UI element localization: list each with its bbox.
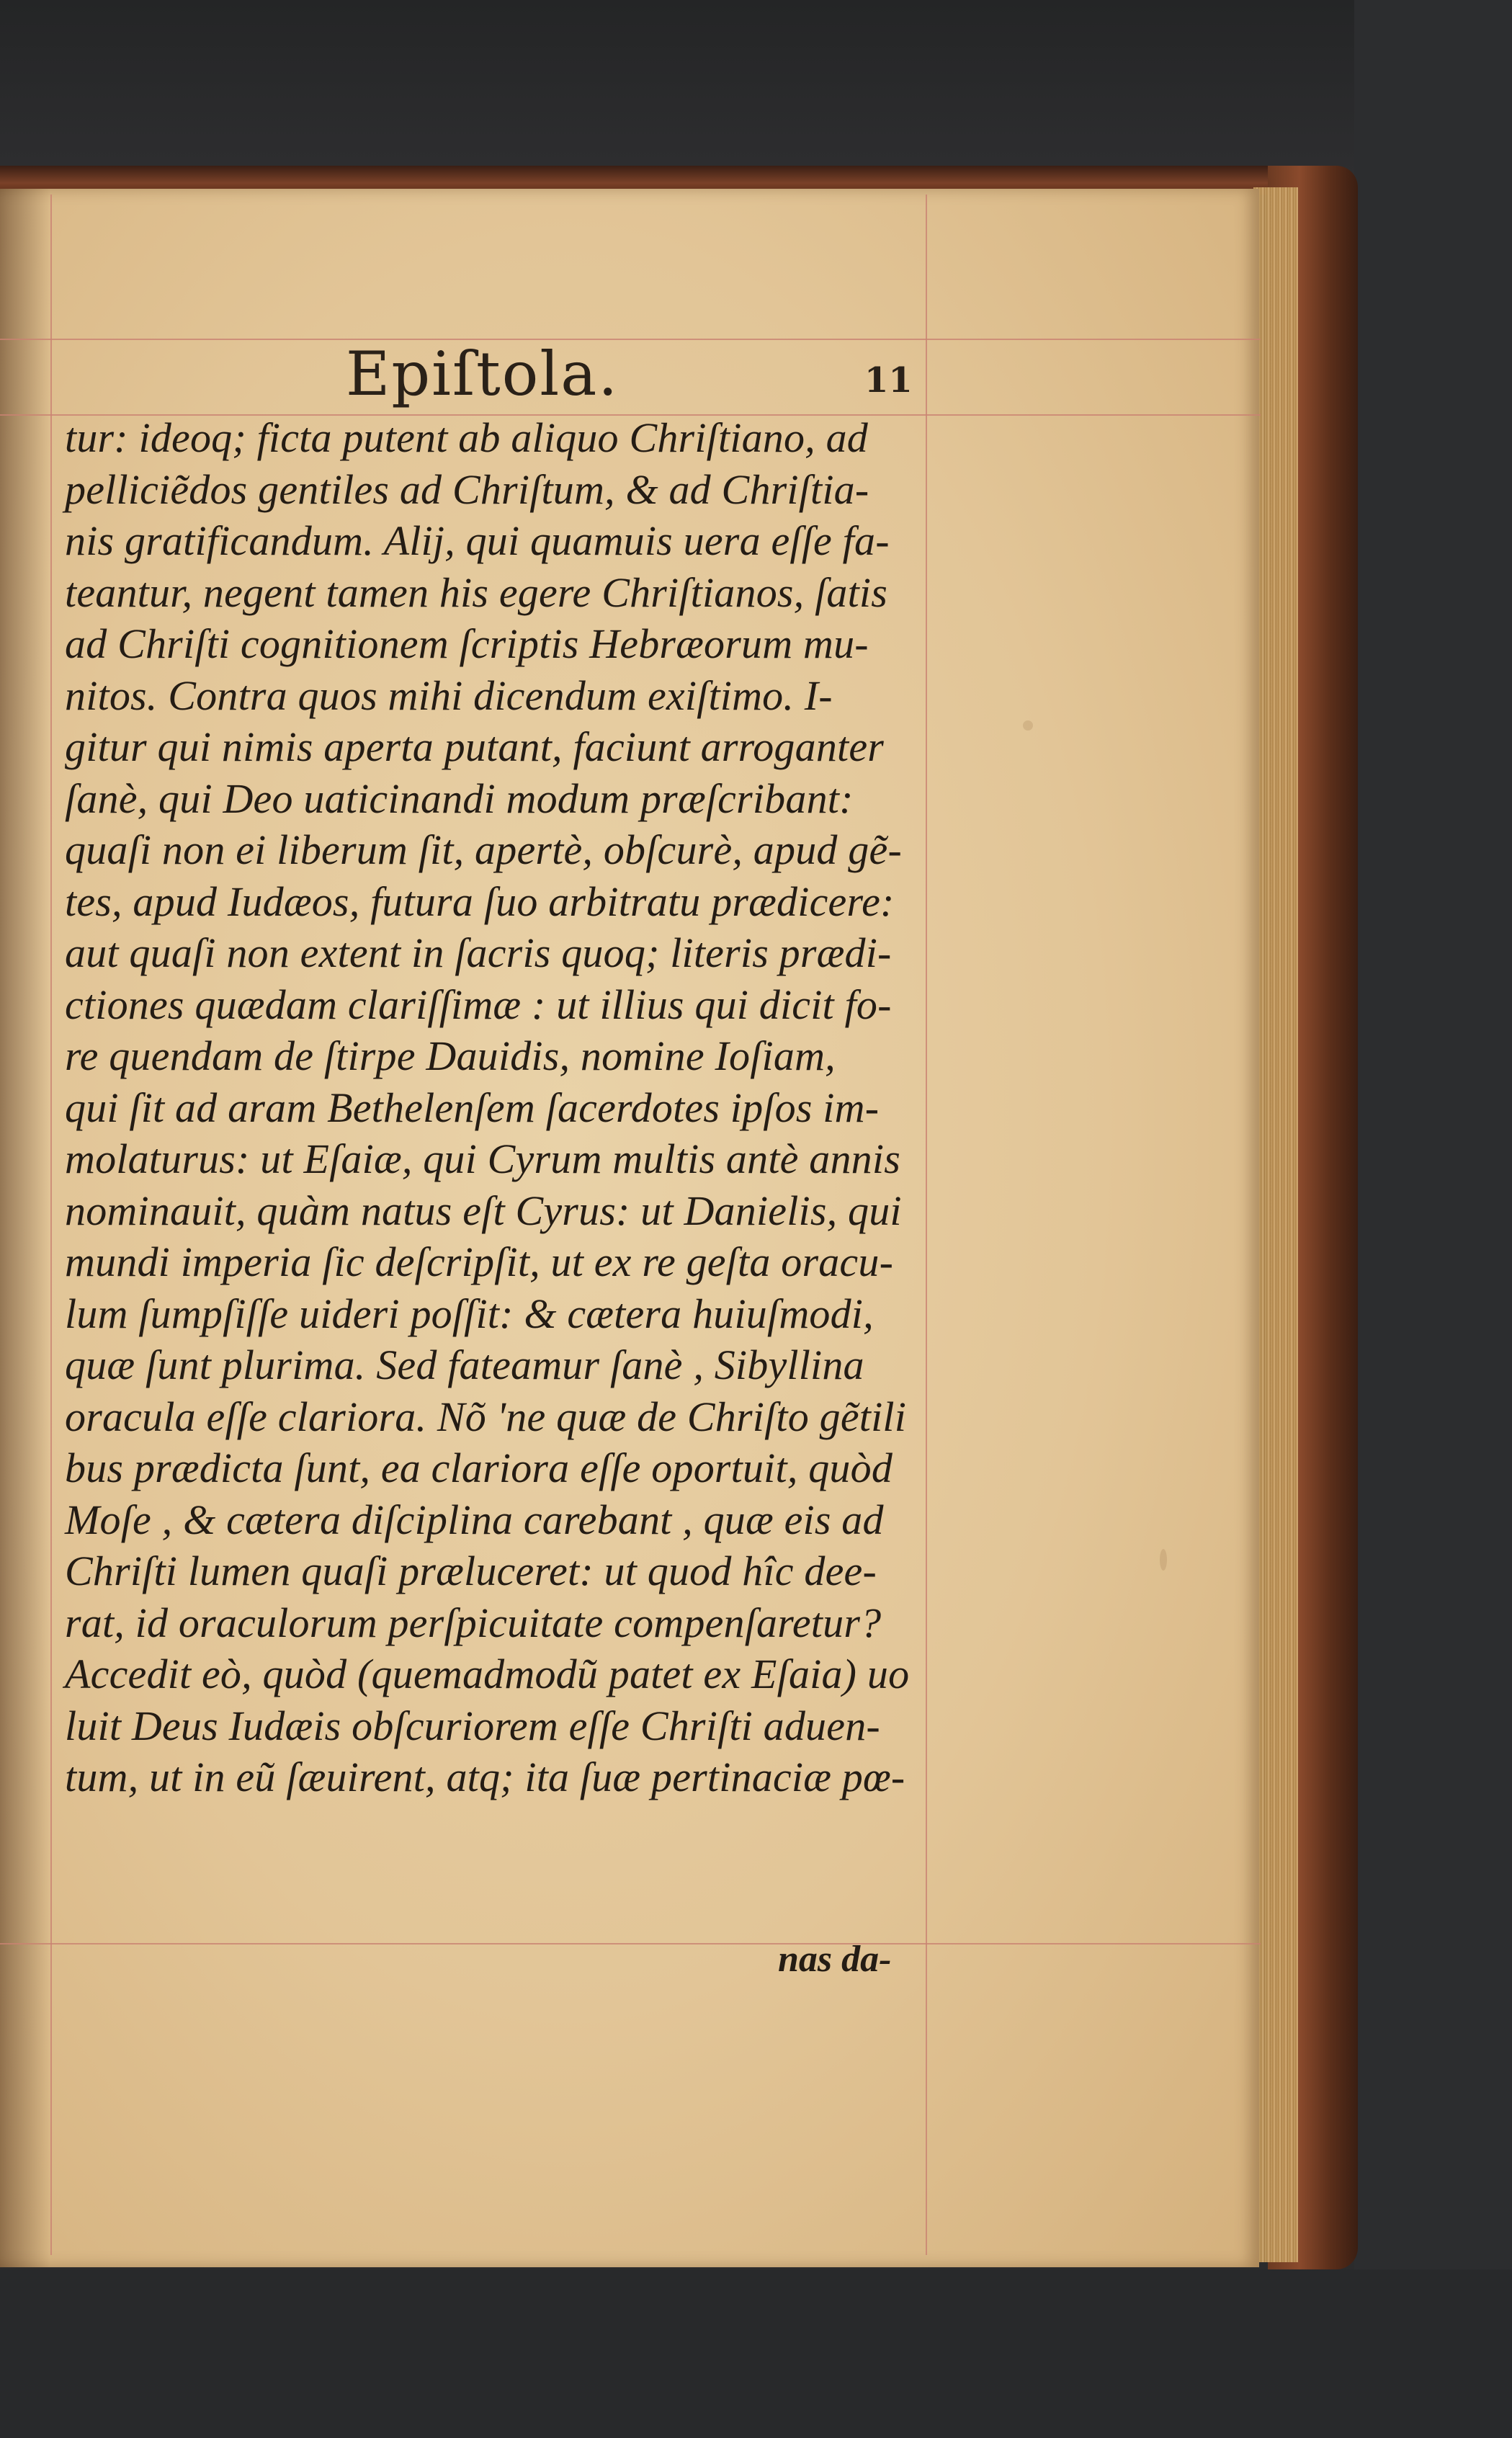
ruled-line-top bbox=[0, 339, 1261, 340]
text-line: teantur, negent tamen his egere Chriſtianos, ſatis bbox=[65, 568, 887, 616]
text-line: nitos. Contra quos mihi dicendum exiſtimo. I- bbox=[65, 671, 833, 719]
text-line: ad Chriſti cognitionem ſcriptis Hebræorum mu- bbox=[65, 620, 869, 667]
catchword: nas da- bbox=[778, 1939, 892, 1980]
text-line: qui ſit ad aram Bethelenſem ſacerdotes ipſos im- bbox=[65, 1084, 880, 1131]
background-bottom bbox=[0, 2269, 1512, 2438]
text-line: quæ ſunt plurima. Sed fateamur ſanè , Sibyllina bbox=[65, 1341, 864, 1388]
text-line: rat, id oraculorum perſpicuitate compenſaretur? bbox=[65, 1599, 882, 1646]
text-line: tur: ideoq; ficta putent ab aliquo Chriſtiano, ad bbox=[65, 414, 868, 461]
text-line: quaſi non ei liberum ſit, apertè, obſcurè, apud gẽ- bbox=[65, 826, 902, 873]
text-line: gitur qui nimis aperta putant, faciunt arroganter bbox=[65, 723, 885, 770]
page-binding-shadow bbox=[0, 189, 50, 2267]
foxing-spot bbox=[1160, 1549, 1167, 1571]
background-top bbox=[0, 0, 1512, 180]
text-line: molaturus: ut Eſaiæ, qui Cyrum multis antè annis bbox=[65, 1135, 900, 1182]
text-line: re quendam de ſtirpe Dauidis, nomine Ioſiam, bbox=[65, 1032, 836, 1079]
text-line: mundi imperia ſic deſcripſit, ut ex re geſta oracu- bbox=[65, 1238, 894, 1285]
foxing-spot bbox=[1023, 720, 1033, 731]
text-line: pelliciẽdos gentiles ad Chriſtum, & ad Chriſtia- bbox=[65, 465, 869, 513]
page-number: 11 bbox=[864, 360, 913, 401]
text-line: bus prædicta ſunt, ea clariora eſſe oportuit, quòd bbox=[65, 1445, 893, 1491]
text-line: tes, apud Iudæos, futura ſuo arbitratu prædicere: bbox=[65, 878, 895, 925]
text-line: Moſe , & cætera diſciplina carebant , quæ eis ad bbox=[65, 1496, 884, 1543]
text-line: oracula eſſe clariora. Nõ 'ne quæ de Chriſto gẽtili bbox=[65, 1393, 907, 1440]
text-line: ctiones quædam clariſſimæ : ut illius qui dicit fo- bbox=[65, 981, 892, 1028]
ruled-line-left bbox=[50, 195, 52, 2255]
body-text bbox=[65, 412, 940, 1803]
text-line: aut quaſi non extent in ſacris quoq; literis prædi- bbox=[65, 929, 892, 976]
text-line: Chriſti lumen quaſi præluceret: ut quod hîc dee- bbox=[65, 1548, 877, 1594]
page-fore-edge bbox=[1253, 187, 1298, 2262]
text-line: lum ſumpſiſſe uideri poſſit: & cætera huiuſmodi, bbox=[65, 1290, 874, 1337]
ruled-line-bottom bbox=[0, 1943, 1261, 1944]
text-line: tum, ut in eũ ſæuirent, atq; ita ſuæ pertinaciæ pœ- bbox=[65, 1754, 905, 1800]
running-head: Epiſtola. bbox=[346, 339, 619, 409]
text-line: nis gratificandum. Alij, qui quamuis uera eſſe fa- bbox=[65, 517, 890, 564]
text-line: luit Deus Iudæis obſcuriorem eſſe Chriſti aduen- bbox=[65, 1702, 880, 1749]
text-line: Accedit eò, quòd (quemadmodũ patet ex Eſaia) uo bbox=[65, 1651, 910, 1697]
background-right bbox=[1354, 0, 1512, 2438]
text-line: ſanè, qui Deo uaticinandi modum præſcribant: bbox=[65, 774, 854, 822]
text-line: nominauit, quàm natus eſt Cyrus: ut Danielis, qui bbox=[65, 1187, 902, 1234]
